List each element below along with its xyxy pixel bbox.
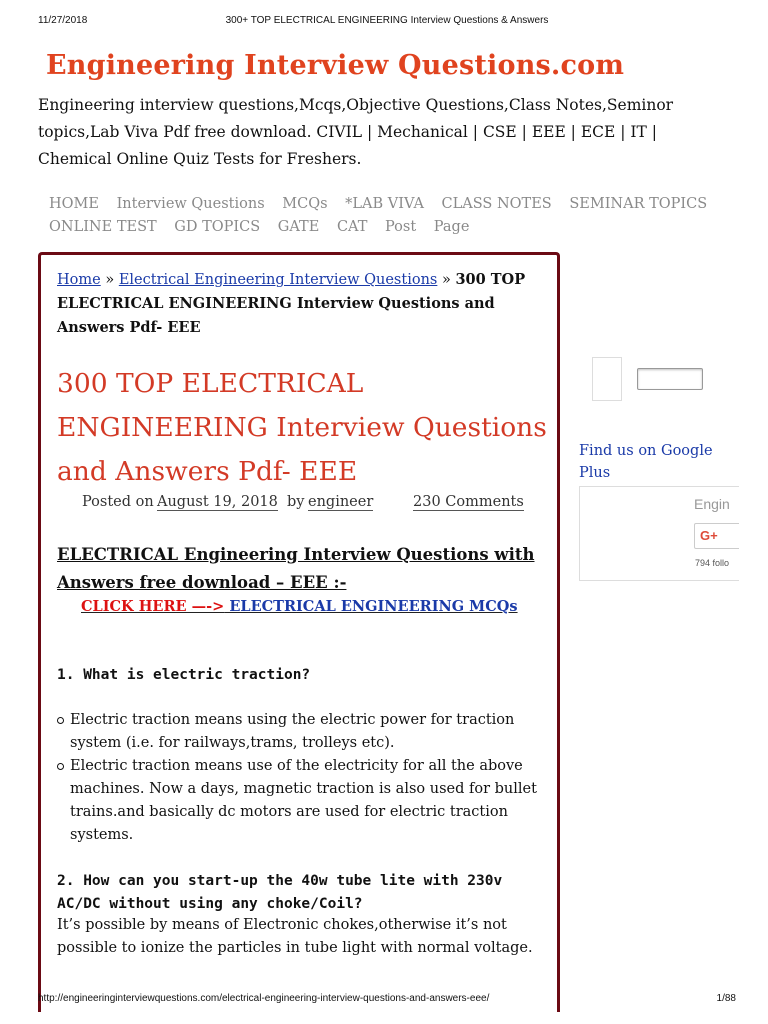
sidebar-widget-placeholder — [592, 357, 622, 401]
nav-row-1 — [49, 193, 739, 216]
post-meta — [82, 494, 542, 510]
question-1: 1. What is electric traction? — [57, 667, 311, 683]
answer-2: It’s possible by means of Electronic chokes,otherwise it’s not possible to ionize the particles in tube light with normal voltage. — [57, 917, 533, 956]
bullet-circle-icon — [57, 717, 64, 724]
site-description: Engineering interview questions,Mcqs,Objective Questions,Class Notes,Seminor topics,Lab Viva Pdf free download. CIVIL | Mechanical | CSE | EEE | ECE | IT | Chemical Online Quiz Tests for Freshers. — [38, 96, 674, 168]
breadcrumb-category-link[interactable]: Electrical Engineering Interview Questions — [118, 272, 438, 288]
gplus-page-name[interactable]: Engin — [694, 496, 730, 512]
by-label: by — [287, 494, 305, 510]
nav-item-mcqs[interactable]: MCQs — [282, 196, 328, 212]
find-us-heading: Find us on Google Plus — [579, 443, 713, 481]
list-item-text: Electric traction means using the electric power for traction system (i.e. for railways,trams, trolleys etc). — [70, 712, 515, 751]
gplus-follow-button[interactable]: G+ — [694, 523, 739, 549]
post-author-link[interactable]: engineer — [308, 494, 374, 510]
nav-item-lab-viva[interactable]: *LAB VIVA — [345, 196, 424, 212]
question-2: 2. How can you start-up the 40w tube lite with 230v AC/DC without using any choke/Coil? — [57, 873, 503, 912]
print-url: http://engineeringinterviewquestions.com/electrical-engineering-interview-questions-and-answers-eee/ — [38, 993, 490, 1004]
nav-row-2 — [49, 216, 739, 239]
nav-item-interview-questions[interactable]: Interview Questions — [116, 196, 265, 212]
print-date: 11/27/2018 — [38, 15, 88, 26]
nav-item-cat[interactable]: CAT — [336, 219, 368, 235]
sidebar-search-input[interactable] — [637, 368, 703, 390]
comments-link[interactable]: 230 Comments — [413, 494, 524, 510]
main-nav — [49, 193, 739, 239]
site-title[interactable]: Engineering Interview Questions.com — [46, 50, 625, 81]
nav-item-gate[interactable]: GATE — [277, 219, 320, 235]
breadcrumb-separator: » — [100, 272, 119, 288]
nav-item-seminar-topics[interactable]: SEMINAR TOPICS — [569, 196, 708, 212]
mcqs-link-label: ELECTRICAL ENGINEERING MCQs — [224, 598, 518, 615]
google-plus-widget — [579, 486, 739, 581]
breadcrumb-current: 300 TOP ELECTRICAL ENGINEERING Interview Questions and Answers Pdf- EEE — [57, 271, 526, 336]
list-item-text: Electric traction means use of the electricity for all the above machines. Now a days, magnetic traction is also used for bullet trains.and basically dc motors are used for electric traction systems. — [70, 758, 537, 843]
click-here-label: CLICK HERE —-> — [81, 598, 225, 615]
posted-on-label: Posted on — [82, 494, 154, 510]
breadcrumb-separator: » — [437, 272, 456, 288]
nav-item-gd-topics[interactable]: GD TOPICS — [174, 219, 261, 235]
answer-1-list — [57, 709, 542, 847]
print-footer — [38, 993, 736, 1007]
nav-item-post[interactable]: Post — [385, 219, 417, 235]
nav-item-class-notes[interactable]: CLASS NOTES — [441, 196, 552, 212]
post-date-link[interactable]: August 19, 2018 — [157, 494, 278, 510]
post-title: 300 TOP ELECTRICAL ENGINEERING Interview Questions and Answers Pdf- EEE — [57, 368, 547, 487]
bullet-circle-icon — [57, 763, 64, 770]
article-heading: ELECTRICAL Engineering Interview Questions with Answers free download – EEE :- — [57, 545, 535, 592]
nav-item-page[interactable]: Page — [433, 219, 470, 235]
print-title: 300+ TOP ELECTRICAL ENGINEERING Interview Questions & Answers — [225, 15, 549, 26]
list-item — [57, 755, 542, 847]
print-page-number: 1/88 — [716, 993, 736, 1004]
breadcrumb-home-link[interactable]: Home — [57, 272, 101, 288]
mcqs-link[interactable] — [81, 595, 521, 618]
nav-item-home[interactable]: HOME — [49, 196, 99, 212]
list-item — [57, 709, 542, 755]
breadcrumb — [57, 268, 542, 340]
nav-item-online-test[interactable]: ONLINE TEST — [49, 219, 157, 235]
print-header — [38, 15, 736, 29]
gplus-follower-count: 794 follo — [695, 558, 730, 568]
